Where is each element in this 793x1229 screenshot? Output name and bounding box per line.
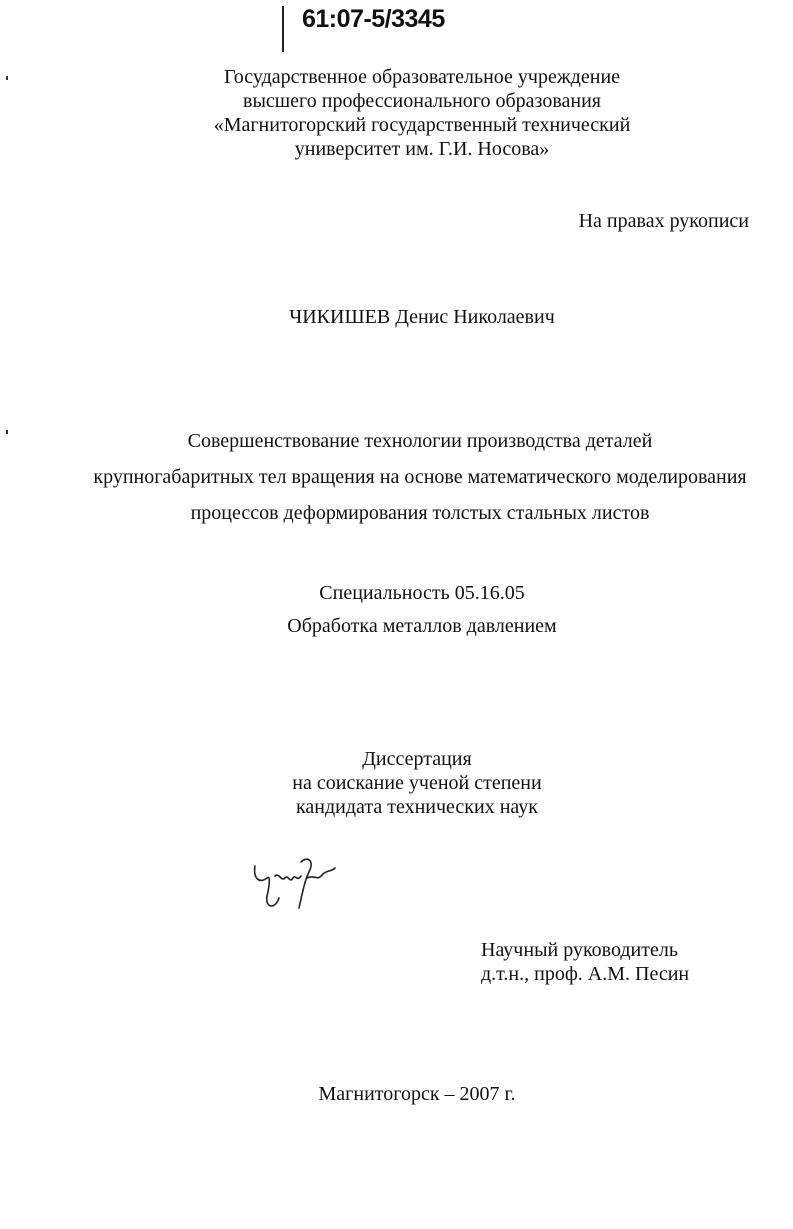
archive-stamp: 61:07-5/3345 xyxy=(302,5,445,33)
supervisor-line: Научный руководитель xyxy=(481,939,678,961)
title-line: крупногабаритных тел вращения на основе математического моделирования xyxy=(93,466,747,488)
dissertation-title xyxy=(40,423,793,531)
scan-speck xyxy=(6,430,8,434)
specialty-block xyxy=(122,577,722,643)
handwritten-signature xyxy=(245,848,345,918)
institution-line: «Магнитогорский государственный технический xyxy=(213,114,631,136)
specialty-code: Специальность 05.16.05 xyxy=(319,582,525,604)
stamp-bar xyxy=(282,6,284,52)
degree-line: Диссертация xyxy=(362,748,472,770)
manuscript-note: На правах рукописи xyxy=(578,210,749,232)
institution-line: высшего профессионального образования xyxy=(243,90,601,112)
degree-line: на соискание ученой степени xyxy=(292,772,542,794)
degree-line: кандидата технических наук xyxy=(295,796,539,818)
institution-header xyxy=(122,65,722,161)
supervisor-block xyxy=(481,938,689,986)
title-line: Совершенствование технологии производства деталей xyxy=(187,430,653,452)
place-and-year: Магнитогорск – 2007 г. xyxy=(318,1083,516,1105)
degree-block xyxy=(117,747,717,819)
author-name: ЧИКИШЕВ Денис Николаевич xyxy=(289,306,555,328)
institution-line: Государственное образовательное учреждение xyxy=(223,66,621,88)
supervisor-line: д.т.н., проф. А.М. Песин xyxy=(481,963,690,985)
title-line: процессов деформирования толстых стальных листов xyxy=(190,502,650,524)
specialty-name: Обработка металлов давлением xyxy=(287,615,557,637)
scan-speck xyxy=(6,76,8,80)
institution-line: университет им. Г.И. Носова» xyxy=(294,138,550,160)
